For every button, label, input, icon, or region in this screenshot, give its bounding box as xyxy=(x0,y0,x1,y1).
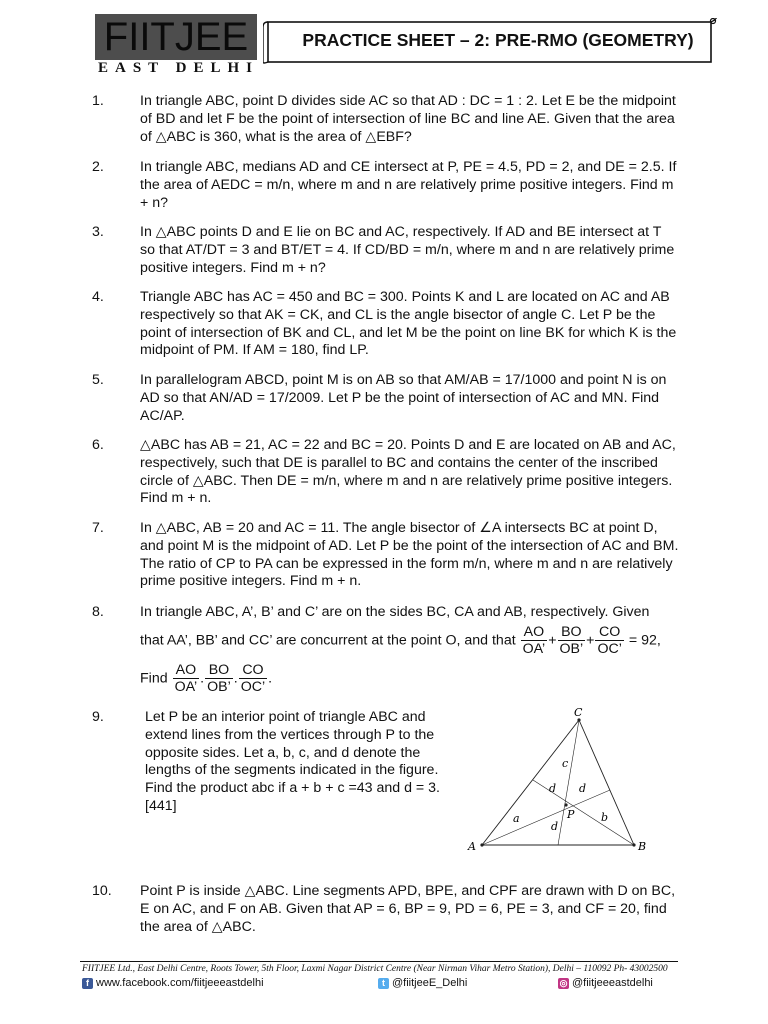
segment-a-label: a xyxy=(513,812,520,825)
question-text: Point P is inside △ABC. Line segments APD, BPE, and CPF are drawn with D on BC, E on AC, and F on AB. Given that AP = 6, BP = 9, PD = 6, PE = 3, and CF = 20, find the area of △ABC. xyxy=(140,883,676,935)
vertex-b-label: B xyxy=(638,840,647,853)
fiitjee-logo: FIITJEE xyxy=(95,14,257,60)
segment-d-label: d xyxy=(551,820,559,833)
footer-address: FIITJEE Ltd., East Delhi Centre, Roots Tower, 5th Floor, Laxmi Nagar District Centre (Near Nirman Vihar Metro Station), Delhi – 110092 Ph- 43002500 xyxy=(82,964,668,974)
question-text: Triangle ABC has AC = 450 and BC = 300. Points K and L are located on AC and AB respectively so that AK = CK, and CL is the angle bisector of angle C. Let P be the point of intersection of BK and CL, and let M be the point on line BK for which K is the midpoint of PM. If AM = 180, find LP. xyxy=(140,289,677,359)
triangle-figure xyxy=(462,704,662,854)
segment-b-label: b xyxy=(601,811,609,824)
fraction-bo-ob: $\frac{BO}{OB’}$ xyxy=(207,662,231,695)
question-number: 6. xyxy=(92,437,104,453)
instagram-icon: ◎ xyxy=(559,977,568,988)
question-number: 3. xyxy=(92,224,104,240)
logo-subtitle: EAST DELHI xyxy=(98,60,260,76)
question-text: Let P be an interior point of triangle ABC and extend lines from the vertices through P to the opposite sides. Let a, b, c, and d denote the lengths of the segments indicated in the figure. Find the product abc if a + b + c =43 and d = 3. [441] xyxy=(145,709,440,814)
question-text: In triangle ABC, medians AD and CE intersect at P, PE = 4.5, PD = 2, and DE = 2.5. If the area of AEDC = m/n, where m and n are relatively prime positive integers. Find m + n? xyxy=(140,159,677,211)
footer-divider xyxy=(80,961,678,962)
question-number: 7. xyxy=(92,520,104,536)
segment-c-label: c xyxy=(562,757,569,770)
question-number: 2. xyxy=(92,159,104,175)
facebook-icon: f xyxy=(82,978,93,989)
question-text: In △ABC, AB = 20 and AC = 11. The angle bisector of ∠A intersects BC at point D, and point M is the midpoint of AD. Let P be the point of the intersection of AC and BM. The ratio of CP to PA can be expressed in the form m/n, where m and n are relatively prime positive integers. Find m + n. xyxy=(140,520,679,590)
question-text: In parallelogram ABCD, point M is on AB so that AM/AB = 17/1000 and point N is on AD so that AN/AD = 17/2009. Let P be the point of intersection of AC and MN. Find AC/AP. xyxy=(140,372,667,424)
question-8 xyxy=(0,604,768,694)
question-text: In triangle ABC, A’, B’ and C’ are on the sides BC, CA and AB, respectively. Given xyxy=(140,604,650,620)
question-8-find: Find $\frac{AO}{OA’}$ . $\frac{BO}{OB’}$ . $\frac{CO}{OC’}$ . xyxy=(140,662,273,695)
question-number: 9. xyxy=(92,709,104,725)
question-text: In triangle ABC, point D divides side AC so that AD : DC = 1 : 2. Let E be the midpoint of BD and let F be the point of intersection of line BC and line AE. Given that the area of △ABC is 360, what is the area of △EBF? xyxy=(140,93,676,145)
segment-d-label: d xyxy=(549,782,557,795)
twitter-link[interactable]: t @fiitjeeE_Delhi xyxy=(378,977,467,989)
vertex-a-label: A xyxy=(468,840,476,853)
twitter-icon: t xyxy=(378,978,389,989)
fraction-bo-ob: $\frac{BO}{OB’}$ xyxy=(559,624,584,657)
question-number: 1. xyxy=(92,93,104,109)
fraction-ao-oa: $\frac{AO}{OA’}$ xyxy=(174,662,198,695)
vertex-c-label: C xyxy=(574,706,583,719)
instagram-link[interactable]: ◎ @fiitjeeeastdelhi xyxy=(559,977,653,989)
question-number: 8. xyxy=(92,604,104,620)
fraction-co-oc: $\frac{CO}{OC’}$ xyxy=(597,624,622,657)
question-number: 10. xyxy=(92,883,112,899)
point-p-label: P xyxy=(567,808,575,821)
question-8-condition: that AA’, BB’ and CC’ are concurrent at the point O, and that $\frac{AO}{OA’}$ + $\frac{BO}{OB’}$ + $\frac{CO}{OC’}$ = 92, xyxy=(140,624,661,657)
segment-d-label: d xyxy=(579,782,587,795)
fraction-ao-oa: $\frac{AO}{OA’}$ xyxy=(522,624,546,657)
fraction-co-oc: $\frac{CO}{OC’}$ xyxy=(240,662,266,695)
question-text: In △ABC points D and E lie on BC and AC, respectively. If AD and BE intersect at T so that AT/DT = 3 and BT/ET = 4. If CD/BD = m/n, where m and n are relatively prime positive integers. Find m + n? xyxy=(140,224,675,276)
page-title: PRACTICE SHEET – 2: PRE-RMO (GEOMETRY) xyxy=(302,30,694,50)
question-number: 4. xyxy=(92,289,104,305)
question-text: △ABC has AB = 21, AC = 22 and BC = 20. Points D and E are located on AB and AC, respectively, such that DE is parallel to BC and contains the center of the inscribed circle of △ABC. Then DE = m/n, where m and n are relatively prime positive integers. Find m + n. xyxy=(140,437,676,507)
question-number: 5. xyxy=(92,372,104,388)
facebook-link[interactable]: f www.facebook.com/fiitjeeeastdelhi xyxy=(82,977,264,989)
